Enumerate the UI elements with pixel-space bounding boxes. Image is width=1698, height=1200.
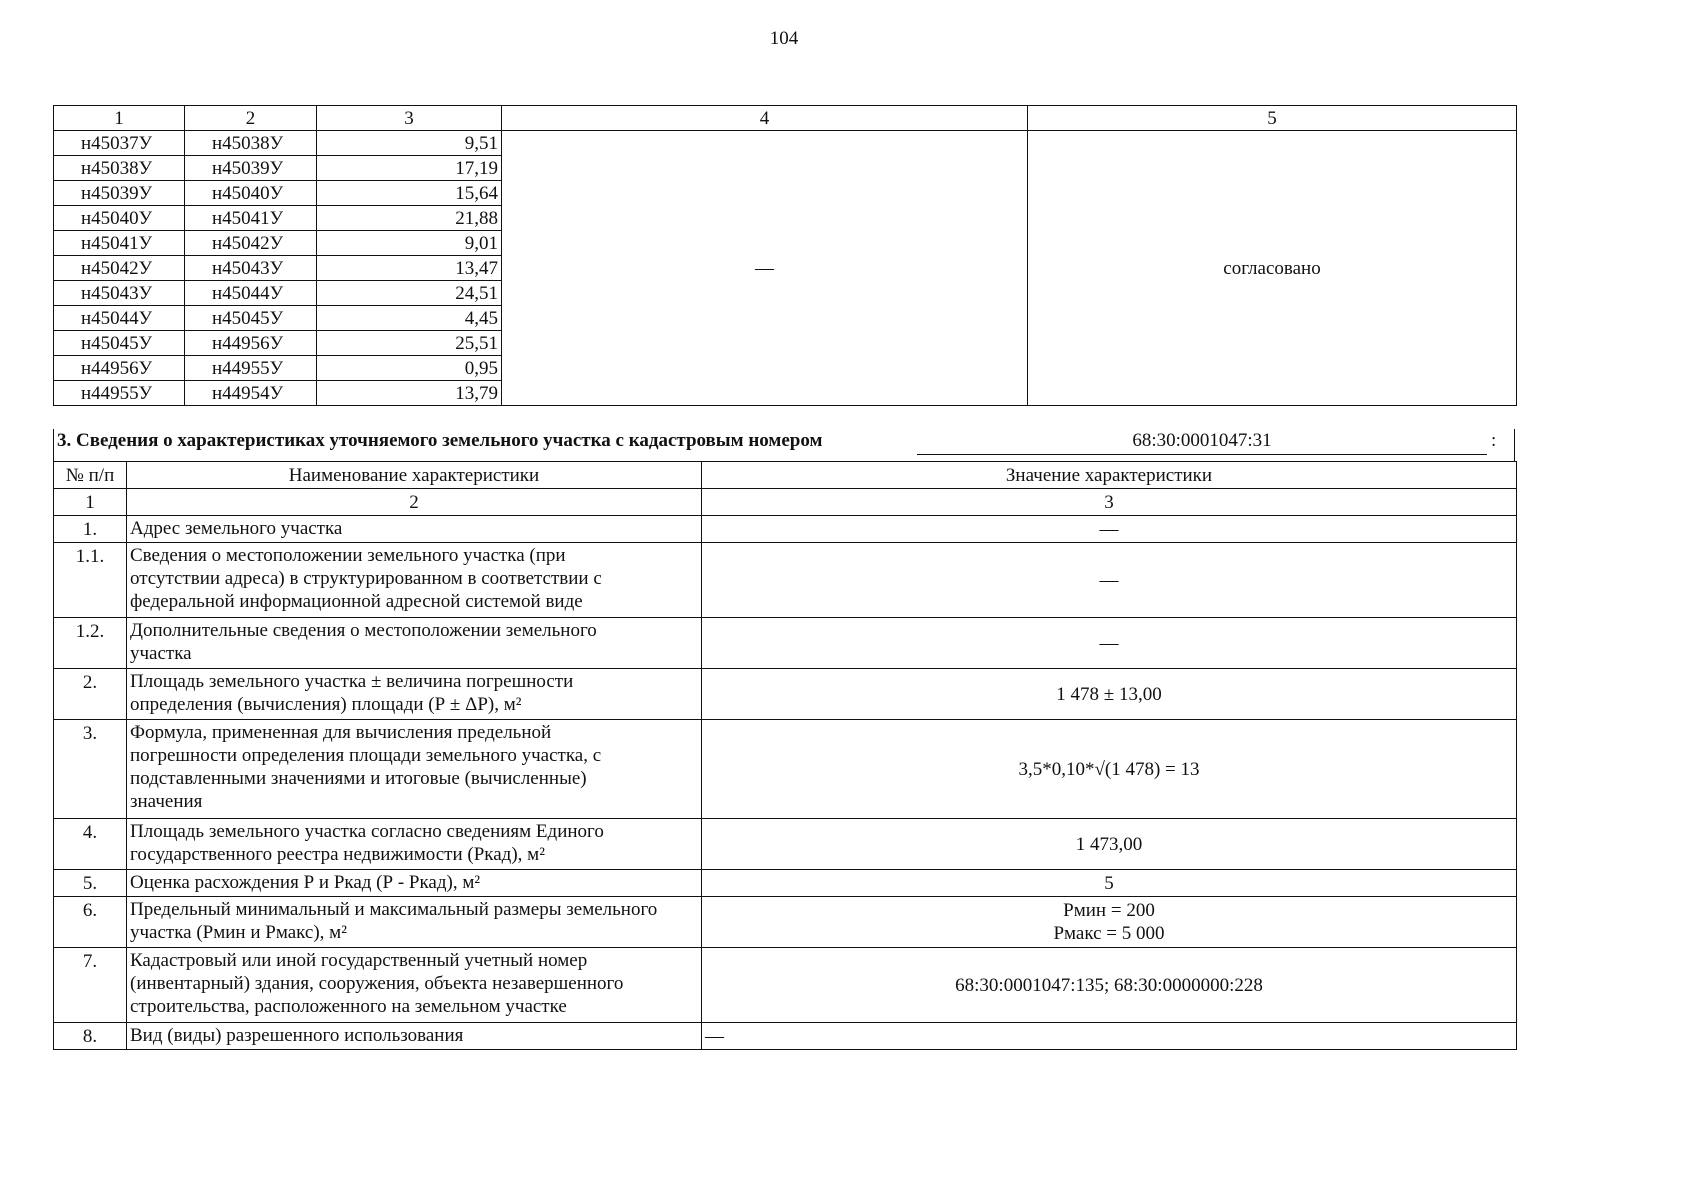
column-header: 3 (317, 106, 502, 131)
segment-length: 0,95 (317, 356, 502, 381)
point-from: н45043У (54, 281, 185, 306)
point-to: н45045У (185, 306, 317, 331)
row-number: 8. (54, 1023, 127, 1050)
point-from: н45038У (54, 156, 185, 181)
column-number-row (54, 489, 1517, 516)
characteristic-name: Сведения о местоположении земельного участка (при отсутствии адреса) в структурированном в соответствии с федеральной информационной адресной системой виде (127, 543, 702, 618)
cadastral-number: 68:30:0001047:31 (917, 430, 1487, 455)
row-number: 7. (54, 948, 127, 1023)
characteristic-value: — (702, 543, 1517, 618)
table-header-row (54, 106, 1517, 131)
point-from: н45041У (54, 231, 185, 256)
column-number: 2 (127, 489, 702, 516)
characteristic-name: Дополнительные сведения о местоположении земельного участка (127, 618, 702, 669)
characteristic-value: — (702, 516, 1517, 543)
point-from: н45044У (54, 306, 185, 331)
column-header: 4 (502, 106, 1028, 131)
column-header: № п/п (54, 462, 127, 489)
segment-length: 13,79 (317, 381, 502, 406)
section-3-title: 3. Сведения о характеристиках уточняемого земельного участка с кадастровым номером (57, 430, 823, 451)
point-from: н44955У (54, 381, 185, 406)
point-to: н44954У (185, 381, 317, 406)
segment-length: 21,88 (317, 206, 502, 231)
table-row (54, 1023, 1517, 1050)
point-from: н45040У (54, 206, 185, 231)
segment-length: 24,51 (317, 281, 502, 306)
row-number: 5. (54, 870, 127, 897)
boundary-points-table (53, 105, 1517, 406)
characteristics-table (53, 461, 1517, 1050)
characteristic-value: 1 478 ± 13,00 (702, 669, 1517, 720)
point-from: н45045У (54, 331, 185, 356)
point-to: н45038У (185, 131, 317, 156)
table-row (54, 543, 1517, 618)
section-3-heading (53, 429, 1515, 461)
column-number: 1 (54, 489, 127, 516)
table-row (54, 870, 1517, 897)
segment-length: 25,51 (317, 331, 502, 356)
row-number: 4. (54, 819, 127, 870)
row-number: 1. (54, 516, 127, 543)
characteristic-name: Формула, примененная для вычисления предельной погрешности определения площади земельного участка, с подставленными значениями и итоговые (вычисленные) значения (127, 720, 702, 819)
column-number: 3 (702, 489, 1517, 516)
table-row (54, 618, 1517, 669)
point-from: н45037У (54, 131, 185, 156)
point-from: н45042У (54, 256, 185, 281)
table-row (54, 720, 1517, 819)
point-to: н45041У (185, 206, 317, 231)
segment-length: 15,64 (317, 181, 502, 206)
characteristic-name: Адрес земельного участка (127, 516, 702, 543)
characteristic-name: Кадастровый или иной государственный учетный номер (инвентарный) здания, сооружения, объекта незавершенного строительства, расположенного на земельном участке (127, 948, 702, 1023)
characteristic-value: 5 (702, 870, 1517, 897)
table-row (54, 819, 1517, 870)
characteristic-value: — (702, 618, 1517, 669)
characteristic-name: Площадь земельного участка ± величина погрешности определения (вычисления) площади (Р ± ΔР), м² (127, 669, 702, 720)
column-4-value: — (502, 131, 1028, 406)
characteristic-name: Площадь земельного участка согласно сведениям Единого государственного реестра недвижимости (Ркад), м² (127, 819, 702, 870)
characteristic-value: — (702, 1023, 1517, 1050)
row-number: 2. (54, 669, 127, 720)
segment-length: 4,45 (317, 306, 502, 331)
characteristic-value: 3,5*0,10*√(1 478) = 13 (702, 720, 1517, 819)
page-number: 104 (769, 28, 799, 49)
characteristic-name: Оценка расхождения Р и Ркад (Р - Ркад), м² (127, 870, 702, 897)
characteristic-name: Предельный минимальный и максимальный размеры земельного участка (Рмин и Рмакс), м² (127, 897, 702, 948)
point-from: н45039У (54, 181, 185, 206)
characteristic-value: 68:30:0001047:135; 68:30:0000000:228 (702, 948, 1517, 1023)
column-header: Значение характеристики (702, 462, 1517, 489)
segment-length: 17,19 (317, 156, 502, 181)
point-to: н44956У (185, 331, 317, 356)
point-to: н45042У (185, 231, 317, 256)
table-row (54, 897, 1517, 948)
row-number: 6. (54, 897, 127, 948)
point-to: н45043У (185, 256, 317, 281)
section-3-colon: : (1491, 430, 1497, 451)
characteristic-value: Рмин = 200 Рмакс = 5 000 (702, 897, 1517, 948)
table-row (54, 948, 1517, 1023)
table-row (54, 669, 1517, 720)
table-header-row (54, 462, 1517, 489)
column-header: Наименование характеристики (127, 462, 702, 489)
column-header: 2 (185, 106, 317, 131)
row-number: 3. (54, 720, 127, 819)
segment-length: 13,47 (317, 256, 502, 281)
point-from: н44956У (54, 356, 185, 381)
point-to: н44955У (185, 356, 317, 381)
segment-length: 9,01 (317, 231, 502, 256)
row-number: 1.1. (54, 543, 127, 618)
point-to: н45044У (185, 281, 317, 306)
approval-status: согласовано (1028, 131, 1517, 406)
row-number: 1.2. (54, 618, 127, 669)
characteristic-value: 1 473,00 (702, 819, 1517, 870)
point-to: н45039У (185, 156, 317, 181)
point-to: н45040У (185, 181, 317, 206)
characteristic-name: Вид (виды) разрешенного использования (127, 1023, 702, 1050)
column-header: 5 (1028, 106, 1517, 131)
column-header: 1 (54, 106, 185, 131)
table-row (54, 131, 1517, 156)
table-row (54, 516, 1517, 543)
segment-length: 9,51 (317, 131, 502, 156)
